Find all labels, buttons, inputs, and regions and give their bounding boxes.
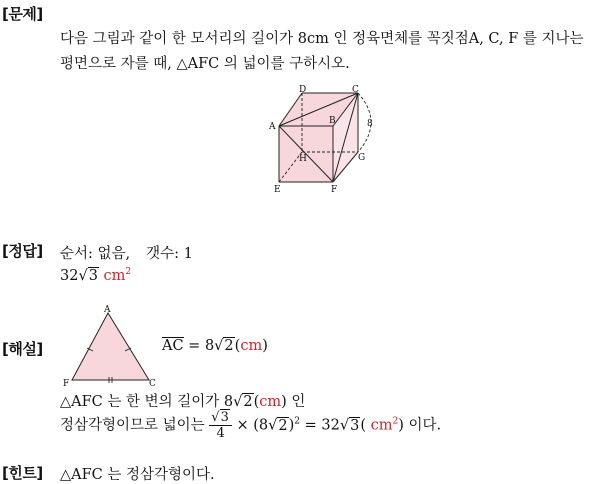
triangle-label-f: F <box>63 379 70 387</box>
line-3-radicand-2: 3 <box>350 417 360 434</box>
line-3-close: ) <box>288 417 295 434</box>
fraction-radicand: 3 <box>220 410 229 425</box>
answer-order-value: : 없음, <box>88 246 131 262</box>
fraction-denominator: 4 <box>216 426 225 441</box>
line-3-radicand: 2 <box>278 417 288 434</box>
problem-label: [문제] <box>2 5 43 23</box>
sqrt-sign: √ <box>78 268 88 284</box>
line-3-eq: = 32 <box>300 417 340 434</box>
sqrt-sign: √ <box>211 410 220 425</box>
sqrt-sign: √ <box>339 417 350 434</box>
close-paren: ) <box>281 394 287 410</box>
close-paren: ) <box>262 338 268 354</box>
hint-text: △AFC 는 정삼각형이다. <box>60 467 215 483</box>
triangle-figure <box>62 303 158 387</box>
equation-1-radicand: 2 <box>224 338 234 354</box>
segment-ac: AC <box>162 338 184 354</box>
solution-label: [해설] <box>2 340 43 358</box>
fraction-numerator <box>209 410 232 426</box>
line-2-prefix: △AFC 는 한 변의 길이가 8 <box>60 394 234 410</box>
cube-label-edge: 8 <box>367 119 373 129</box>
answer-count-value: : 1 <box>174 246 193 262</box>
close-paren: ) <box>398 417 404 434</box>
answer-label: [정답] <box>2 242 43 260</box>
answer-coef: 32 <box>60 268 79 284</box>
cube-label-f: F <box>331 185 338 195</box>
line-2-radicand: 2 <box>243 394 253 410</box>
triangle-label-a: A <box>104 305 111 315</box>
triangle-label-c: C <box>149 379 156 387</box>
solution-line-2 <box>60 390 305 411</box>
cube-label-h: H <box>299 154 307 164</box>
problem-text-line-1: 다음 그림과 같이 한 모서리의 길이가 8cm 인 정육면체를 꼭짓점A, C, F 를 지나는 <box>60 31 584 47</box>
sqrt-sign: √ <box>268 417 278 434</box>
open-paren: ( <box>253 394 260 410</box>
line-3-unit: cm <box>370 417 393 434</box>
cube-label-d: D <box>299 85 307 95</box>
solution-line-3 <box>60 410 441 441</box>
answer-order-key: 순서 <box>60 246 89 262</box>
cube-label-e: E <box>274 185 281 195</box>
line-2-unit: cm <box>259 394 282 410</box>
cube-label-g: G <box>358 153 366 163</box>
area-fraction <box>209 410 232 441</box>
open-paren: ( <box>234 338 241 354</box>
cube-figure <box>262 80 382 196</box>
answer-unit: cm <box>103 268 126 284</box>
answer-unit-exp: 2 <box>125 267 132 277</box>
cube-label-c: C <box>352 85 359 95</box>
equation-1-unit: cm <box>240 338 263 354</box>
solution-equation-1 <box>162 338 268 354</box>
answer-radicand: 3 <box>88 268 98 284</box>
line-3-prefix: 정삼각형이므로 넓이는 <box>60 417 205 434</box>
line-3-unit-exp: 2 <box>392 416 399 427</box>
line-2-suffix: 인 <box>286 394 306 410</box>
line-3-suffix: 이다. <box>403 417 442 434</box>
hint-label: [힌트] <box>2 464 43 482</box>
problem-text-line-2: 평면으로 자를 때, △AFC 의 넓이를 구하시오. <box>60 56 350 72</box>
cube-label-b: B <box>329 116 336 126</box>
triangle-afc <box>72 313 149 380</box>
line-3-mult: × (8 <box>236 417 269 434</box>
answer-meta <box>60 242 193 263</box>
answer-count-key: 갯수 <box>146 246 175 262</box>
answer-value <box>60 267 131 284</box>
cube-label-a: A <box>269 122 276 132</box>
open-paren: ( <box>360 417 367 434</box>
line-3-exponent: 2 <box>294 416 301 427</box>
sqrt-sign: √ <box>233 394 243 410</box>
sqrt-sign: √ <box>214 338 224 354</box>
equation-1-mid: = 8 <box>183 338 215 354</box>
